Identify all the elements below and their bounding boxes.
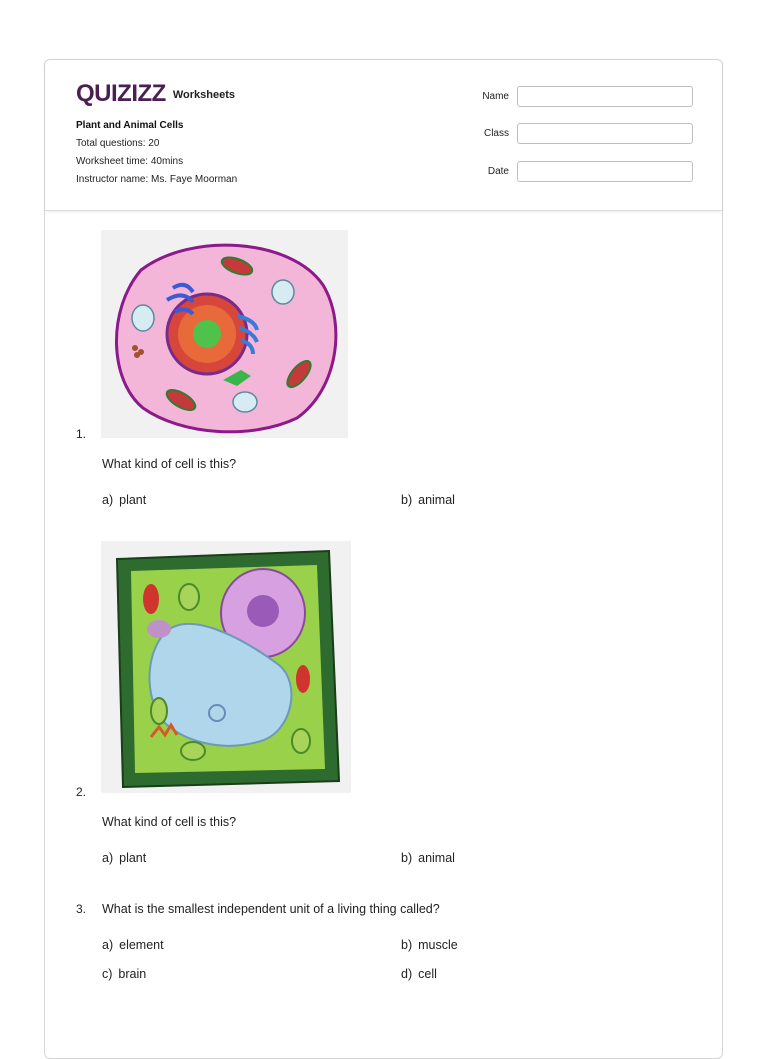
name-field[interactable] [517,86,693,107]
option-letter: a) [102,493,114,507]
class-field[interactable] [517,123,693,144]
option-text: animal [418,493,455,507]
option-a[interactable] [102,851,146,865]
question-text: What kind of cell is this? [102,815,237,829]
question-number: 3. [76,902,87,916]
option-b[interactable] [401,493,455,507]
option-text: animal [418,851,455,865]
option-text: plant [119,851,147,865]
option-a[interactable] [102,493,146,507]
worksheet-header [45,60,722,211]
brand-logo-row [76,80,235,108]
instructor-name: Instructor name: Ms. Faye Moorman [76,174,238,185]
plant-cell-image [101,541,351,793]
class-label: Class [483,128,509,139]
question-text: What kind of cell is this? [102,457,237,471]
option-letter: a) [102,938,114,952]
option-b[interactable] [401,938,458,952]
option-text: muscle [418,938,458,952]
name-label: Name [482,91,509,102]
option-a[interactable] [102,938,164,952]
worksheets-label: Worksheets [172,89,235,101]
option-c[interactable] [102,967,146,981]
option-text: plant [119,493,147,507]
date-field[interactable] [517,161,693,182]
date-label: Date [487,166,509,177]
worksheet-title: Plant and Animal Cells [76,120,184,131]
option-text: cell [418,967,437,981]
total-questions: Total questions: 20 [76,138,160,149]
option-letter: a) [102,851,114,865]
question-number: 1. [76,427,87,441]
option-text: brain [118,967,147,981]
option-text: element [119,938,164,952]
option-d[interactable] [401,967,437,981]
option-letter: b) [401,938,413,952]
option-letter: c) [102,967,113,981]
quizizz-logo: QUIZIZZ [76,80,166,107]
option-letter: d) [401,967,413,981]
question-number: 2. [76,785,87,799]
option-b[interactable] [401,851,455,865]
worksheet-time: Worksheet time: 40mins [76,156,184,167]
question-text: What is the smallest independent unit of a living thing called? [102,902,440,916]
option-letter: b) [401,851,413,865]
option-letter: b) [401,493,413,507]
animal-cell-image [101,230,348,438]
